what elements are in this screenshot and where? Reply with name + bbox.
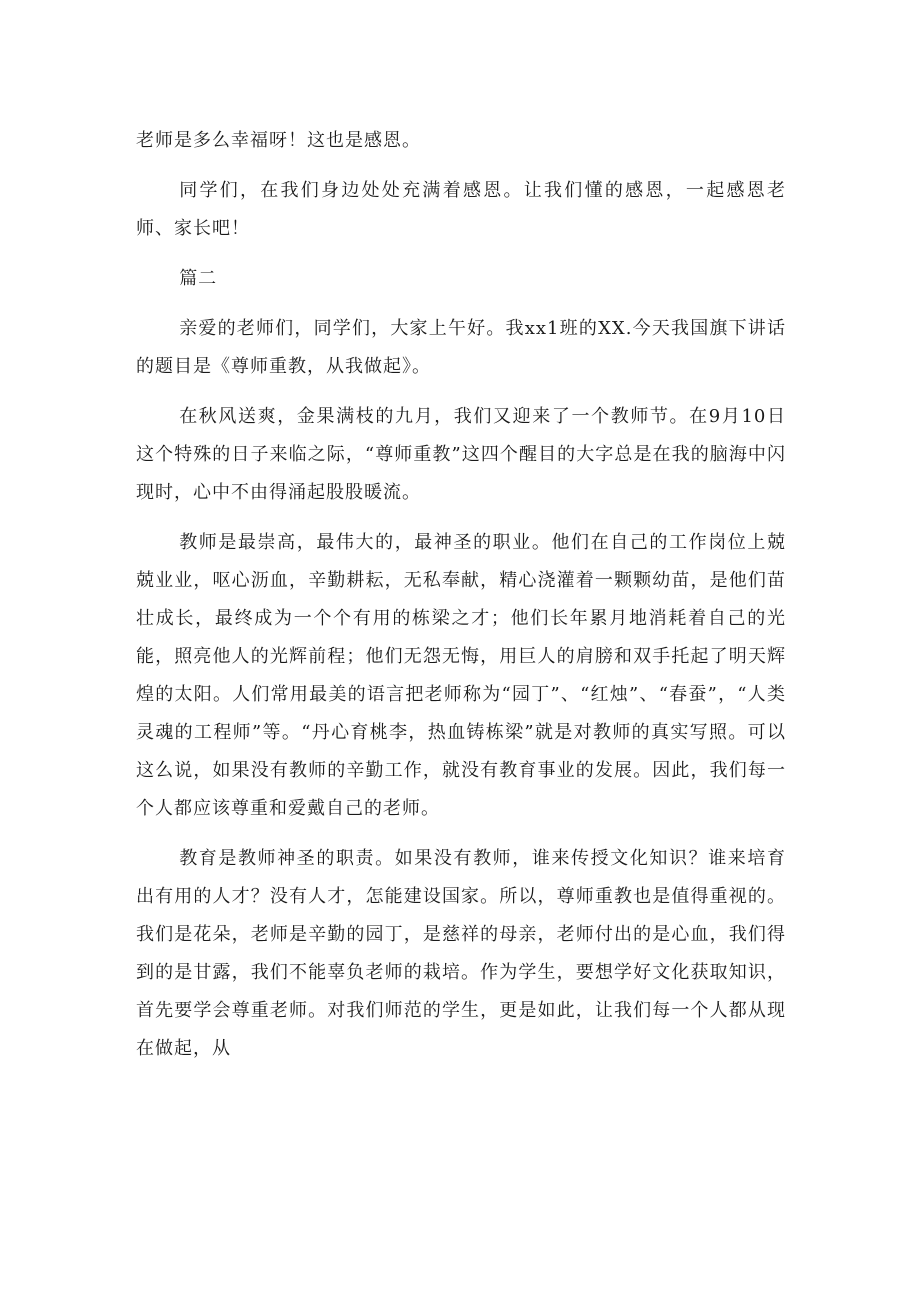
paragraph-continuation: 老师是多么幸福呀！这也是感恩。 [136,130,421,151]
section-heading: 篇二 [179,268,218,289]
document-body [136,122,786,1080]
paragraph-education-duty: 教育是教师神圣的职责。如果没有教师，谁来传授文化知识？谁来培育出有用的人才？没有人才，怎能建设国家。所以，尊师重教也是值得重视的。我们是花朵，老师是辛勤的园丁，是慈祥的母亲，老师付出的是心血，我们得到的是甘露，我们不能辜负老师的栽培。作为学生，要想学好文化获取知识，首先要学会尊重老师。对我们师范的学生，更是如此，让我们每一个人都从现在做起，从 [136,848,786,1059]
paragraph-teachers-day: 在秋风送爽，金果满枝的九月，我们又迎来了一个教师节。在9月10日这个特殊的日子来临之际，“尊师重教”这四个醒目的大字总是在我的脑海中闪现时，心中不由得涌起股股暖流。 [136,406,786,503]
paragraph-greeting: 亲爱的老师们，同学们，大家上午好。我xx1班的XX.今天我国旗下讲话的题目是《尊师重教，从我做起》。 [136,318,786,377]
paragraph-closing: 同学们，在我们身边处处充满着感恩。让我们懂的感恩，一起感恩老师、家长吧！ [136,180,786,239]
paragraph-teacher-profession: 教师是最崇高，最伟大的，最神圣的职业。他们在自己的工作岗位上兢兢业业，呕心沥血，辛勤耕耘，无私奉献，精心浇灌着一颗颗幼苗，是他们苗壮成长，最终成为一个个有用的栋梁之才；他们长年累月地消耗着自己的光能，照亮他人的光辉前程；他们无怨无悔，用巨人的肩膀和双手托起了明天辉煌的太阳。人们常用最美的语言把老师称为“园丁”、“红烛”、“春蚕”，“人类灵魂的工程师”等。“丹心育桃李，热血铸栋梁”就是对教师的真实写照。可以这么说，如果没有教师的辛勤工作，就没有教育事业的发展。因此，我们每一个人都应该尊重和爱戴自己的老师。 [136,532,786,819]
